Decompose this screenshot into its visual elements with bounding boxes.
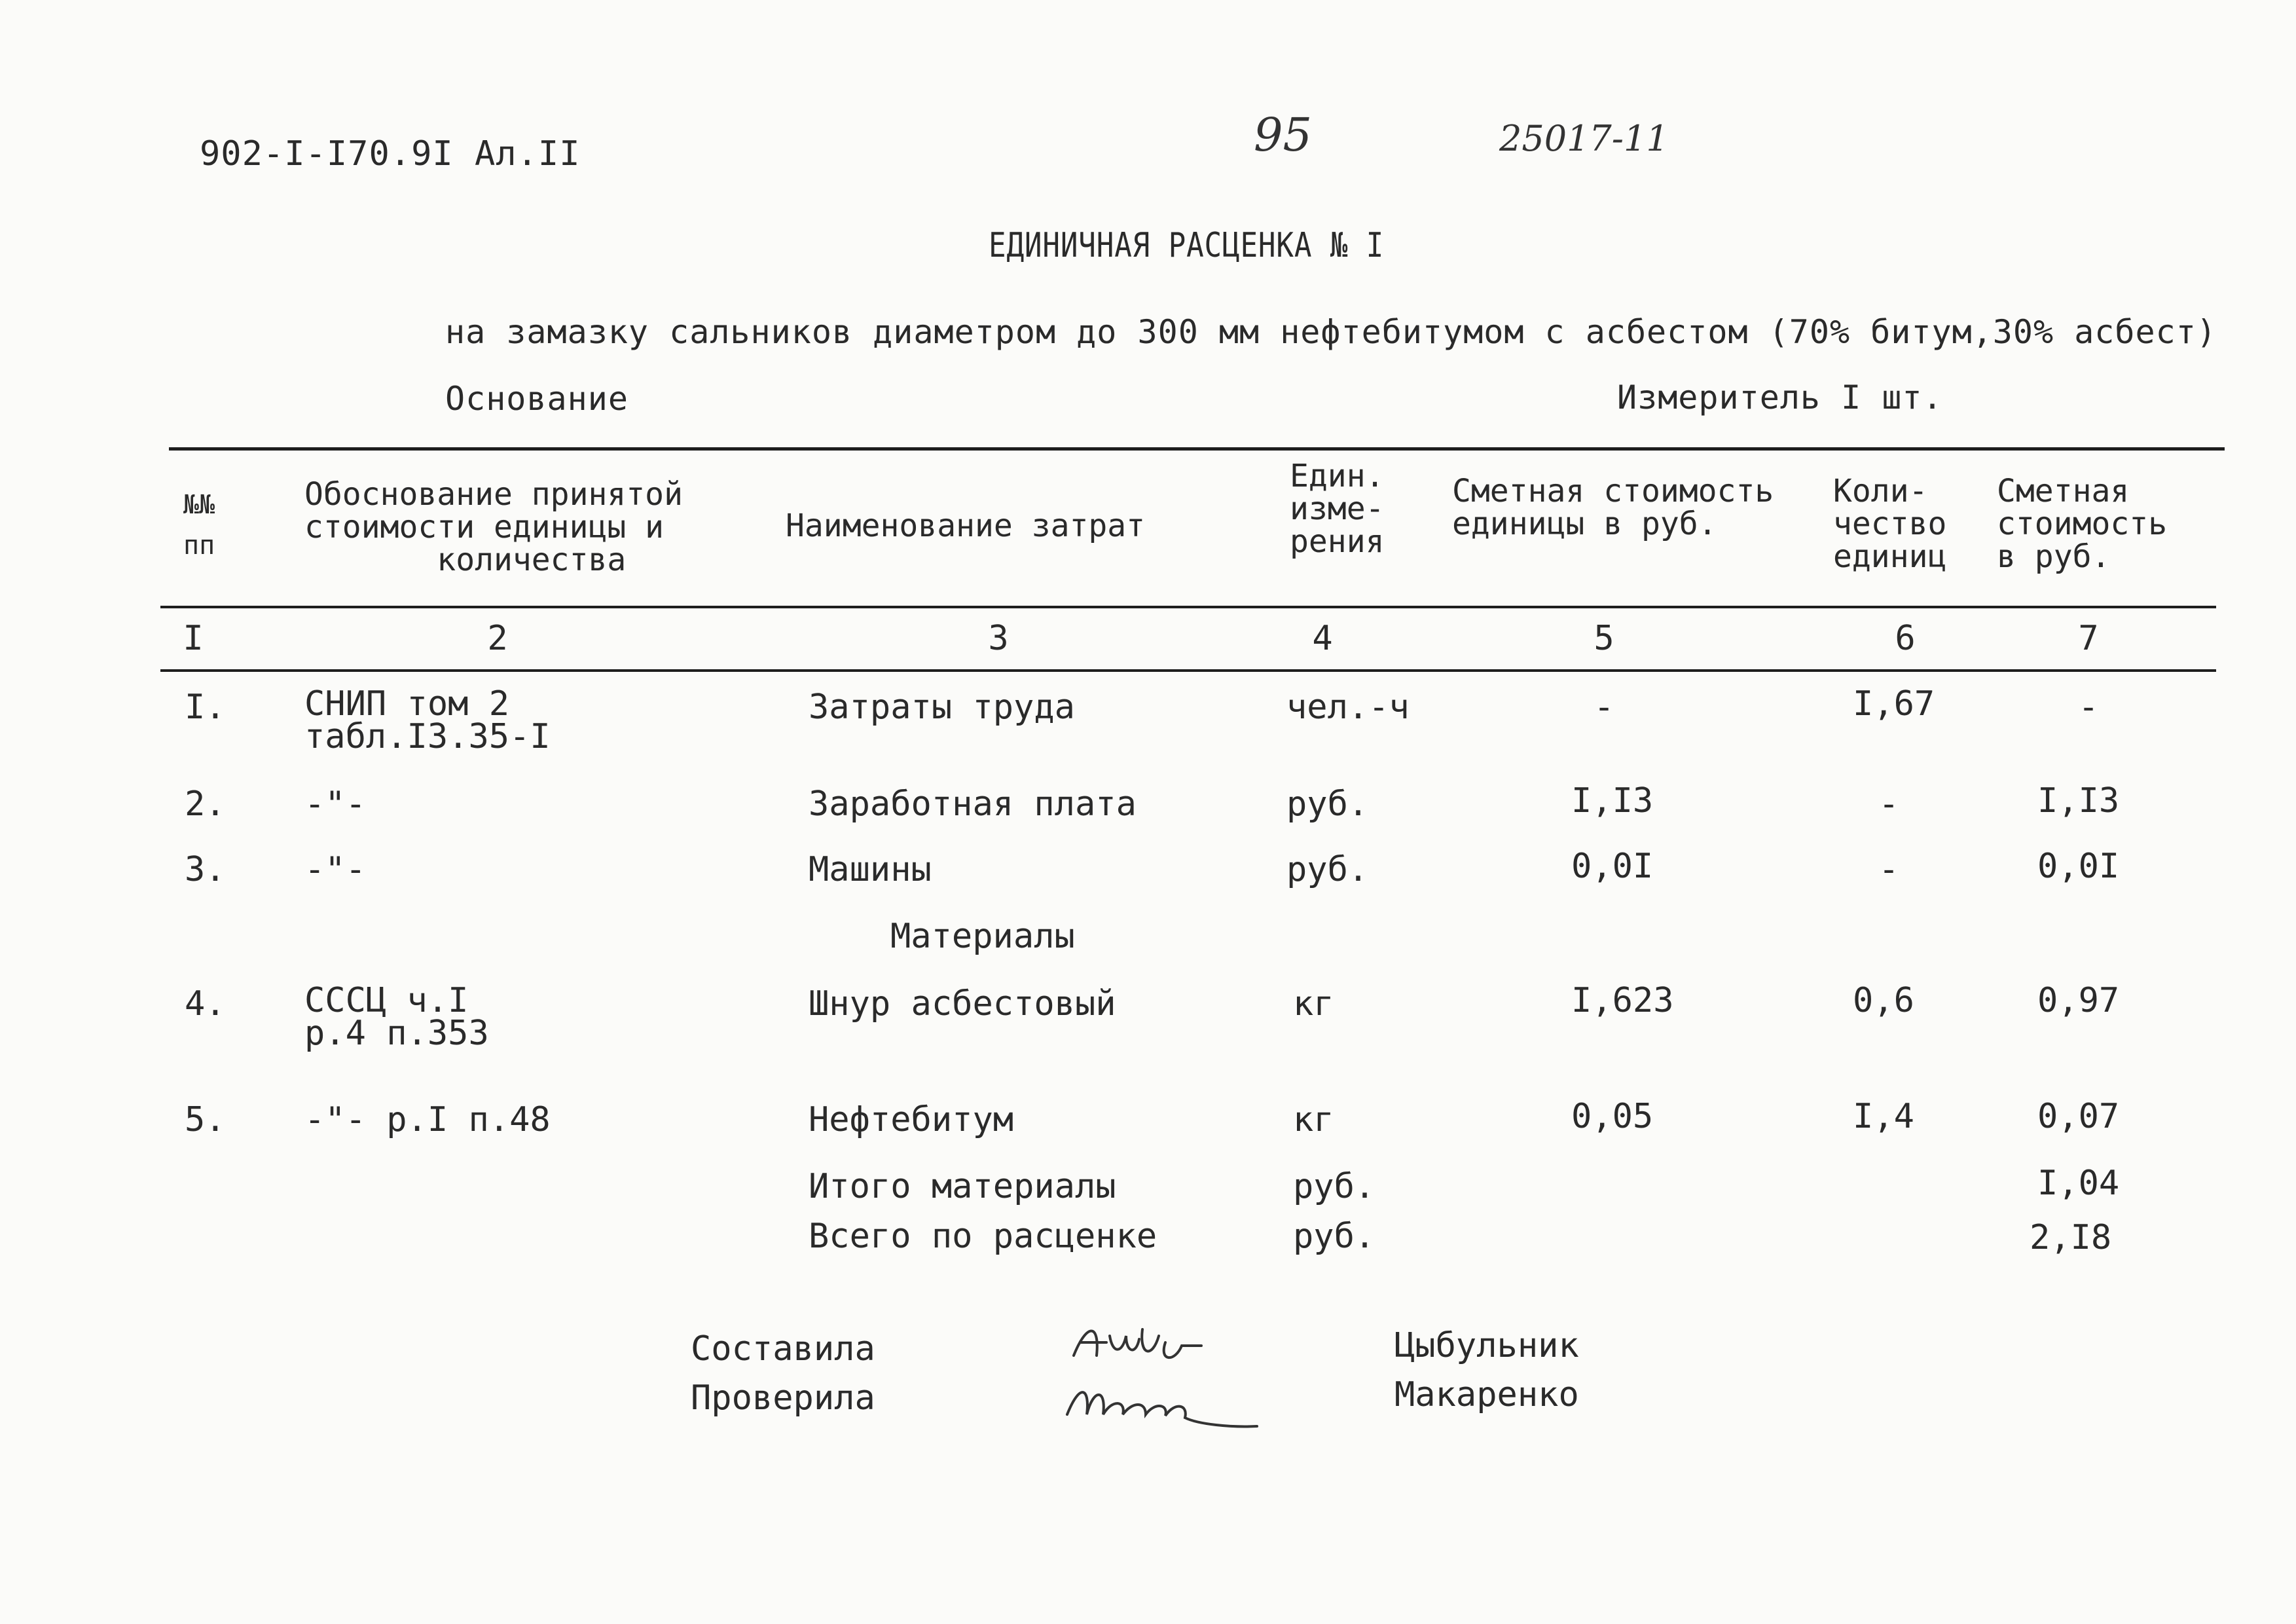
header-col-5: Сметная стоимость единицы в руб. (1452, 473, 1774, 542)
row-name: Машины (809, 850, 932, 889)
grand-total-value: 2,I8 (2030, 1218, 2112, 1257)
row-unit-price: 0,05 (1571, 1097, 1654, 1136)
compiled-by-label: Составила (691, 1329, 875, 1369)
page-title: ЕДИНИЧНАЯ РАСЦЕНКА № I (989, 226, 1385, 265)
page-number: 95 (1254, 108, 1313, 162)
row-quantity: - (1878, 850, 1899, 889)
grand-total-label: Всего по расценке (809, 1217, 1157, 1256)
row-unit: кг (1293, 1100, 1334, 1139)
colnum-6: 6 (1895, 619, 1916, 658)
row-total: 0,0I (2037, 847, 2120, 886)
document-code: 902-I-I70.9I Ал.II (200, 134, 581, 174)
row-quantity: - (1878, 784, 1899, 824)
header-col-3: Наименование затрат (786, 507, 1146, 544)
row-quantity: I,4 (1853, 1097, 1914, 1136)
row-name: Шнур асбестовый (809, 984, 1116, 1024)
header-col-6: Коли- чество единиц (1833, 473, 1947, 575)
table-header-rule (160, 606, 2216, 608)
row-unit-price: I,I3 (1571, 781, 1654, 821)
basis-label: Основание (445, 380, 629, 418)
row-unit: кг (1293, 984, 1334, 1024)
row-unit-price: 0,0I (1571, 847, 1654, 886)
row-basis: СССЦ ч.I (304, 981, 469, 1020)
colnum-4: 4 (1312, 619, 1333, 658)
row-total: 0,97 (2037, 981, 2120, 1020)
row-basis: -"- р.I п.48 (304, 1100, 551, 1139)
colnum-5: 5 (1594, 619, 1614, 658)
row-quantity: 0,6 (1853, 981, 1914, 1020)
compiled-by-name: Цыбульник (1394, 1326, 1579, 1365)
row-number: 2. (185, 784, 226, 824)
row-basis: СНИП том 2 (304, 684, 510, 724)
header-col-7: Сметная стоимость в руб. (1997, 473, 2168, 575)
header-col-2: Обоснование принятой стоимости единицы и количества (304, 476, 683, 578)
row-unit-price: I,623 (1571, 981, 1674, 1020)
colnum-7: 7 (2078, 619, 2099, 658)
header-col-1: №№ пп (183, 490, 215, 561)
row-name: Нефтебитум (809, 1100, 1014, 1139)
checked-by-name: Макаренко (1394, 1375, 1579, 1414)
subtitle: на замазку сальников диаметром до 300 мм нефтебитумом с асбестом (70% битум,30% асбест) (445, 313, 2217, 351)
table-top-rule (169, 447, 2225, 451)
handwritten-signatures (1061, 1316, 1270, 1460)
row-total: 0,07 (2037, 1097, 2120, 1136)
table-colnum-rule (160, 669, 2216, 672)
row-basis: -"- (304, 850, 366, 889)
checked-by-label: Проверила (691, 1378, 875, 1418)
row-number: I. (185, 688, 226, 727)
header-col-4: Един. изме- рения (1290, 458, 1385, 560)
row-total: - (2078, 688, 2099, 727)
row-number: 3. (185, 850, 226, 889)
row-basis-2: р.4 п.353 (304, 1014, 489, 1053)
row-total: I,I3 (2037, 781, 2120, 821)
colnum-1: I (183, 619, 204, 658)
row-unit: руб. (1286, 850, 1369, 889)
grand-total-unit: руб. (1293, 1217, 1376, 1256)
section-heading: Материалы (890, 917, 1075, 956)
measure-label: Измеритель I шт. (1617, 378, 1943, 416)
row-basis-2: табл.I3.35-I (304, 717, 551, 756)
archive-number: 25017-11 (1499, 118, 1669, 159)
subtotal-label: Итого материалы (809, 1167, 1116, 1206)
row-number: 5. (185, 1100, 226, 1139)
row-unit-price: - (1594, 688, 1614, 727)
row-unit: руб. (1286, 784, 1369, 824)
row-quantity: I,67 (1853, 684, 1935, 724)
colnum-2: 2 (487, 619, 508, 658)
row-unit: чел.-ч (1286, 688, 1410, 727)
subtotal-unit: руб. (1293, 1167, 1376, 1206)
row-number: 4. (185, 984, 226, 1024)
row-name: Затраты труда (809, 688, 1075, 727)
colnum-3: 3 (988, 619, 1009, 658)
row-basis: -"- (304, 784, 366, 824)
subtotal-total: I,04 (2037, 1164, 2120, 1203)
row-name: Заработная плата (809, 784, 1137, 824)
